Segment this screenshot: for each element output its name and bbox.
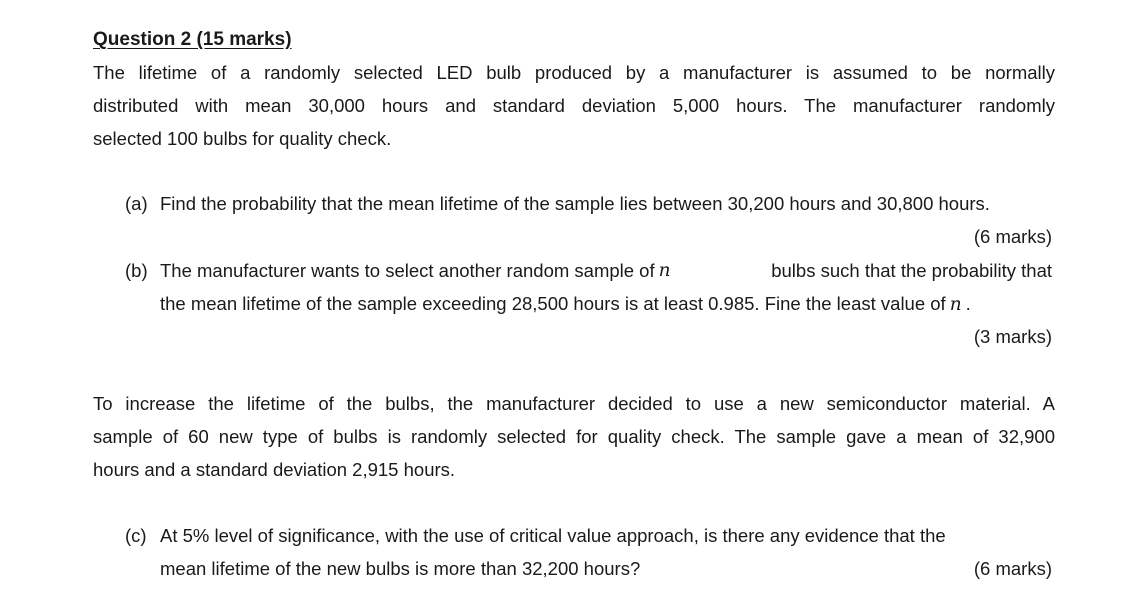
intro-line-1: The lifetime of a randomly selected LED bulb produced by a manufacturer is assumed to be normally [93,62,1055,83]
second-para-line-1: To increase the lifetime of the bulbs, the manufacturer decided to use a new semiconductor material. A [93,393,1055,414]
intro-paragraph [93,56,1055,155]
part-c-marks: (6 marks) [973,558,1052,579]
part-b-variable-n: n [658,260,671,281]
part-c-label: (c) [125,525,147,546]
part-b-marks: (3 marks) [973,326,1052,347]
part-c-line-1: At 5% level of significance, with the use of critical value approach, is there any evidence that the [160,525,946,546]
part-a-text: Find the probability that the mean lifetime of the sample lies between 30,200 hours and 30,800 hours. [160,193,990,214]
part-a [125,187,1055,253]
intro-line-3: selected 100 bulbs for quality check. [93,128,392,149]
question-title: Question 2 (15 marks) [93,29,292,50]
part-b-line-2: the mean lifetime of the sample exceeding 28,500 hours is at least 0.985. Fine the least value of [160,293,946,314]
part-b [125,254,1055,353]
part-c-line-2: mean lifetime of the new bulbs is more than 32,200 hours? [160,558,641,579]
second-paragraph [93,387,1055,486]
part-b-label: (b) [125,260,148,281]
part-c [125,519,1055,585]
part-a-marks: (6 marks) [973,226,1052,247]
part-b-line-1-start: The manufacturer wants to select another random sample of [160,260,655,281]
part-a-label: (a) [125,193,148,214]
second-para-line-2: sample of 60 new type of bulbs is randomly selected for quality check. The sample gave a mean of 32,900 [93,426,1055,447]
part-b-variable-n-2: n [949,294,962,315]
second-para-line-3: hours and a standard deviation 2,915 hours. [93,459,456,480]
part-b-line-2-end: . [965,293,971,314]
intro-line-2: distributed with mean 30,000 hours and standard deviation 5,000 hours. The manufacturer randomly [93,95,1055,116]
part-b-line-1-end: bulbs such that the probability that [771,260,1052,281]
